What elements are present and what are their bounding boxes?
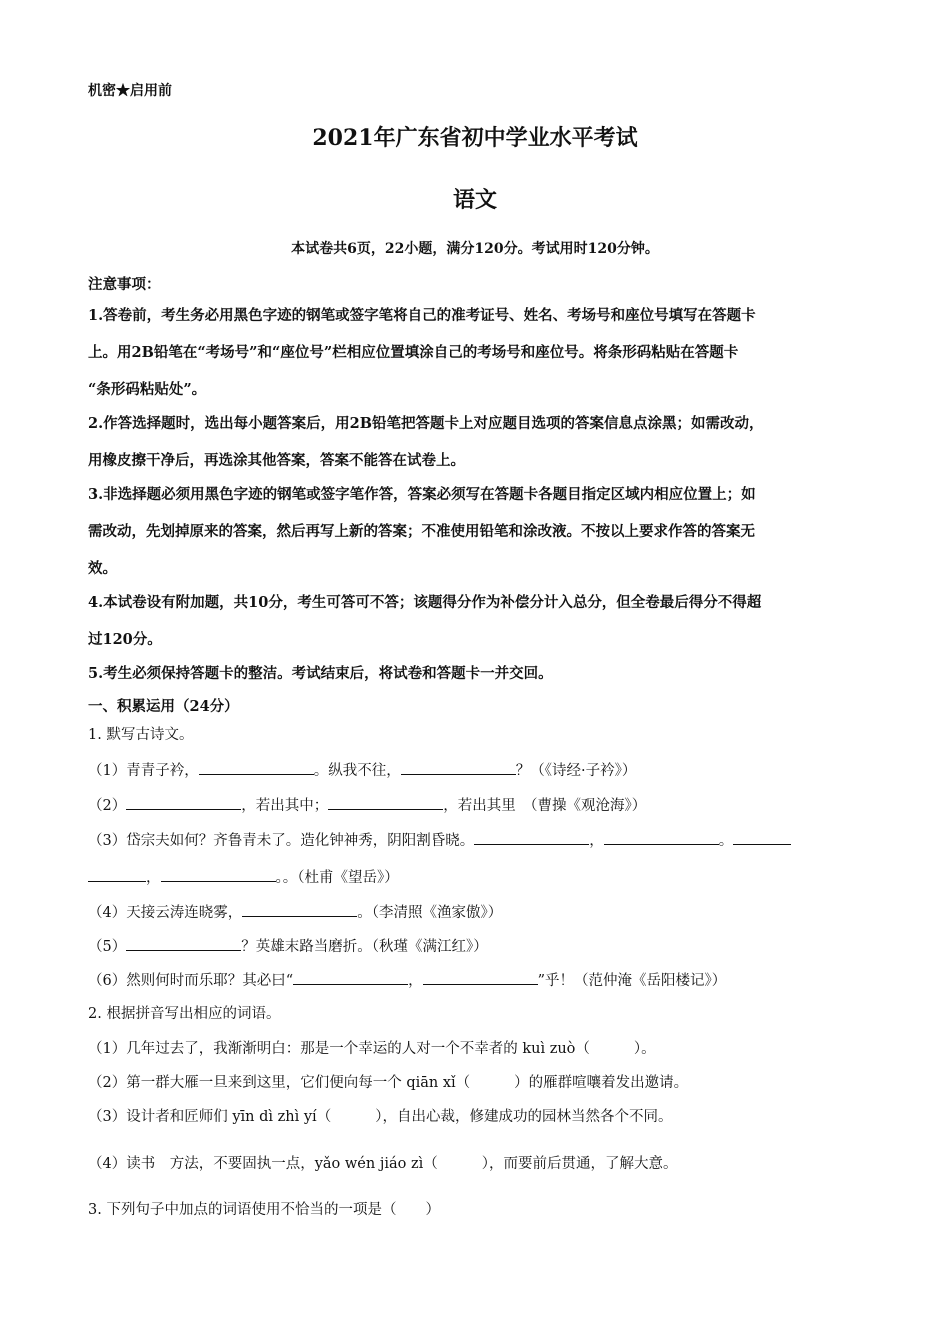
answer-blank[interactable] [474, 830, 589, 845]
notice-line: “条形码粘贴处”。 [88, 381, 207, 398]
answer-blank[interactable] [161, 867, 276, 882]
question-1-item-6 [88, 970, 726, 991]
answer-blank[interactable] [242, 902, 357, 917]
item-text: ）。 [633, 1041, 656, 1057]
item-text: ），而要前后贯通，了解大意。 [481, 1156, 678, 1172]
answer-blank[interactable] [401, 760, 516, 775]
question-1-item-3 [88, 830, 791, 851]
item-text: （3）设计者和匠师们 yīn dì zhì yí（ [88, 1109, 332, 1125]
exam-info: 本试卷共6页，22小题，满分120分。考试用时120分钟。 [291, 241, 659, 257]
item-text: （3）岱宗夫如何？齐鲁青未了。造化钟神秀，阴阳割昏晓。 [88, 833, 475, 849]
item-text: 。（李清照《渔家傲》） [357, 905, 503, 921]
answer-blank[interactable] [423, 970, 538, 985]
question-1-item-1 [88, 760, 636, 781]
question-3-title: 3. 下列句子中加点的词语使用不恰当的一项是（ ） [88, 1202, 440, 1218]
question-1-item-5 [88, 936, 488, 957]
item-text: ）的雁群喧嚷着发出邀请。 [514, 1075, 689, 1091]
question-2-item-1 [88, 1040, 656, 1059]
item-text: ， [408, 973, 423, 989]
exam-title: 2021年广东省初中学业水平考试 [312, 125, 638, 151]
answer-blank[interactable] [328, 795, 443, 810]
item-text: （2）第一群大雁一旦来到这里，它们便向每一个 qiān xǐ（ [88, 1075, 471, 1091]
notice-line: 效。 [88, 560, 117, 577]
question-2-item-3 [88, 1108, 672, 1127]
answer-blank[interactable] [126, 936, 241, 951]
item-text: （4）天接云涛连晓雾， [88, 905, 243, 921]
notice-line: 5.考生必须保持答题卡的整洁。考试结束后，将试卷和答题卡一并交回。 [88, 665, 553, 682]
notice-line: 4.本试卷设有附加题，共10分，考生可答可不答；该题得分作为补偿分计入总分，但全卷最后得分不得超 [88, 594, 762, 611]
notice-line: 1.答卷前，考生务必用黑色字迹的钢笔或签字笔将自己的准考证号、姓名、考场号和座位号填写在答题卡 [88, 307, 756, 324]
item-text: ， [146, 870, 161, 886]
item-text: （1）几年过去了，我渐渐明白：那是一个幸运的人对一个不幸者的 kuì zuò（ [88, 1041, 590, 1057]
question-1-title: 1. 默写古诗文。 [88, 727, 194, 743]
item-text: 。 [718, 833, 734, 849]
item-text: ，若出其中； [241, 798, 329, 814]
item-text: （2） [88, 798, 127, 814]
answer-blank[interactable] [126, 795, 241, 810]
notice-line: 3.非选择题必须用黑色字迹的钢笔或签字笔作答，答案必须写在答题卡各题目指定区域内相应位置上；如 [88, 486, 756, 503]
answer-blank[interactable] [733, 830, 791, 845]
answer-blank[interactable] [293, 970, 408, 985]
answer-blank[interactable] [88, 867, 146, 882]
item-text: ），自出心裁，修建成功的园林当然各个不同。 [375, 1109, 673, 1125]
question-1-item-4 [88, 902, 502, 923]
item-text: ，若出其里 （曹操《观沧海》） [443, 798, 647, 814]
item-text: ？（《诗经·子衿》） [515, 763, 637, 779]
notice-line: 2.作答选择题时，选出每小题答案后，用2B铅笔把答题卡上对应题目选项的答案信息点涂黑；如需改动， [88, 415, 764, 432]
item-text: ”乎！（范仲淹《岳阳楼记》） [537, 973, 727, 989]
item-text: （4）读书 方法，不要固执一点，yǎo wén jiáo zì（ [88, 1156, 438, 1172]
question-2-title: 2. 根据拼音写出相应的词语。 [88, 1006, 281, 1022]
item-text: ？英雄末路当磨折。（秋瑾《满江红》） [241, 939, 488, 955]
notice-line: 需改动，先划掉原来的答案，然后再写上新的答案；不准使用铅笔和涂改液。不按以上要求作答的答案无 [88, 523, 755, 540]
item-text: （6）然则何时而乐耶？其必曰“ [88, 973, 294, 989]
item-text: 。。（杜甫《望岳》） [275, 870, 399, 886]
question-2-item-2 [88, 1074, 688, 1093]
notice-line: 过120分。 [88, 631, 162, 648]
answer-blank[interactable] [604, 830, 719, 845]
notice-line: 上。用2B铅笔在“考场号”和“座位号”栏相应位置填涂自己的考场号和座位号。将条形码粘贴在答题卡 [88, 344, 739, 361]
question-1-item-3-cont [88, 867, 399, 888]
question-1-item-2 [88, 795, 646, 816]
section-heading: 一、积累运用（24分） [88, 698, 239, 715]
subject-title: 语文 [452, 187, 497, 213]
question-2-item-4 [88, 1155, 677, 1174]
item-text: 。纵我不往， [313, 763, 401, 779]
answer-blank[interactable] [199, 760, 314, 775]
item-text: （5） [88, 939, 127, 955]
confidential-label: 机密★启用前 [88, 83, 172, 99]
item-text: （1）青青子衿， [88, 763, 199, 779]
notice-line: 用橡皮擦干净后，再选涂其他答案，答案不能答在试卷上。 [88, 452, 465, 469]
notice-heading: 注意事项： [88, 276, 161, 293]
item-text: ， [589, 833, 604, 849]
